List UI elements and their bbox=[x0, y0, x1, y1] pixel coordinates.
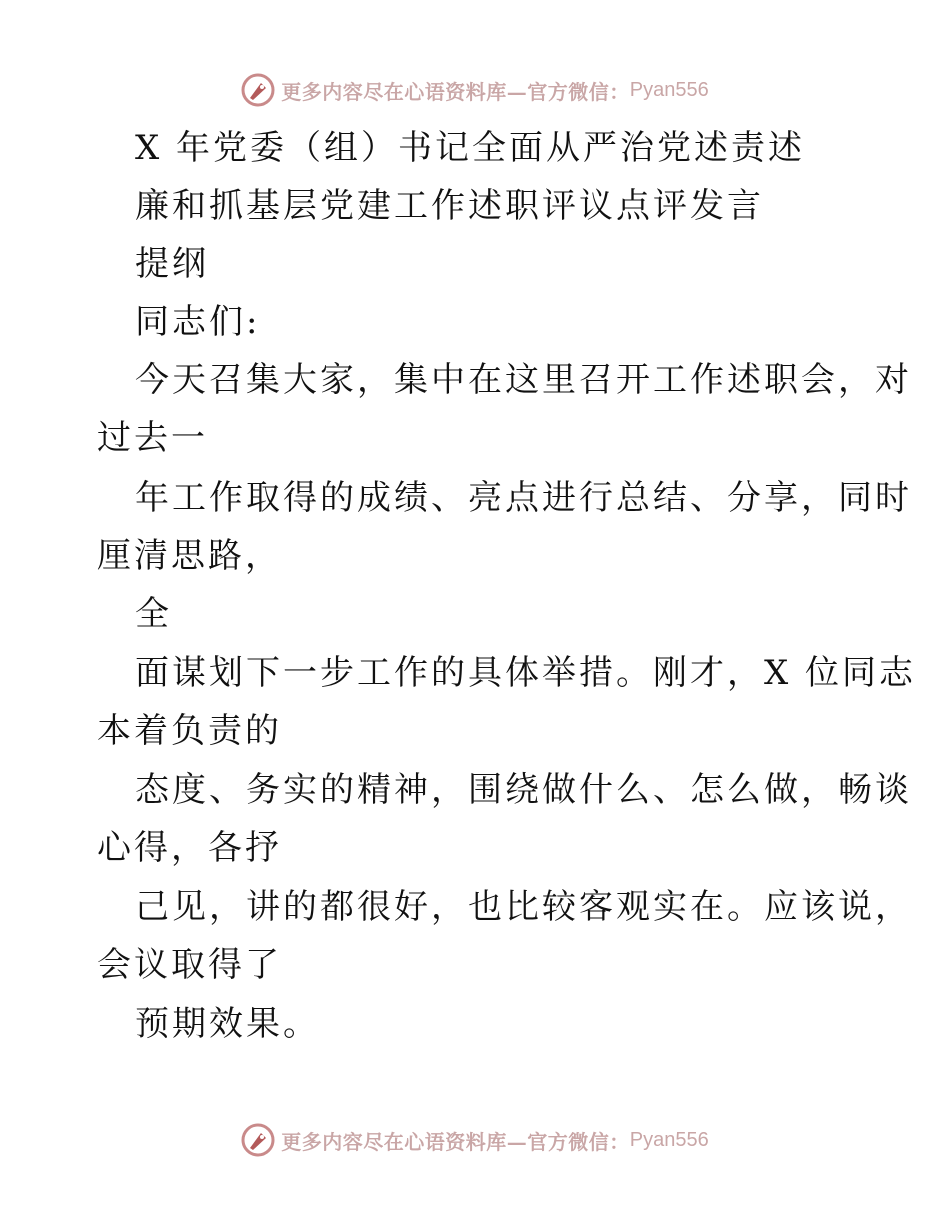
paragraph-line: 会议取得了 bbox=[97, 945, 282, 985]
title-line-2: 廉和抓基层党建工作述职评议点评发言 bbox=[135, 186, 764, 226]
paragraph-line: 本着负责的 bbox=[97, 711, 282, 751]
footer-banner bbox=[0, 1120, 950, 1160]
paragraph-line: 过去一 bbox=[97, 418, 208, 458]
paragraph-line: 预期效果。 bbox=[135, 1004, 320, 1044]
paragraph-line: 厘清思路， bbox=[97, 536, 282, 576]
paragraph-line: 今天召集大家，集中在这里召开工作述职会，对 bbox=[135, 360, 912, 400]
paragraph-line: 心得，各抒 bbox=[97, 828, 282, 868]
header-banner-text: 更多内容尽在心语资料库—官方微信： bbox=[281, 79, 630, 104]
header-banner-handle: Pyan556 bbox=[629, 78, 709, 101]
paragraph-line: 年工作取得的成绩、亮点进行总结、分享，同时 bbox=[135, 478, 912, 518]
paragraph-line: 态度、务实的精神，围绕做什么、怎么做，畅谈 bbox=[135, 770, 912, 810]
salutation: 同志们: bbox=[135, 302, 261, 342]
title-line-1: X 年党委（组）书记全面从严治党述责述 bbox=[135, 128, 806, 168]
title-line-3: 提纲 bbox=[135, 244, 209, 284]
footer-banner-text: 更多内容尽在心语资料库—官方微信： bbox=[281, 1129, 630, 1154]
paragraph-line: 己见，讲的都很好，也比较客观实在。应该说， bbox=[135, 887, 912, 927]
paragraph-line: 面谋划下一步工作的具体举措。刚才，X 位同志 bbox=[135, 653, 917, 693]
pen-nib-logo-icon bbox=[241, 1123, 275, 1157]
footer-banner-handle: Pyan556 bbox=[629, 1128, 709, 1151]
paragraph-line: 全 bbox=[135, 594, 172, 634]
